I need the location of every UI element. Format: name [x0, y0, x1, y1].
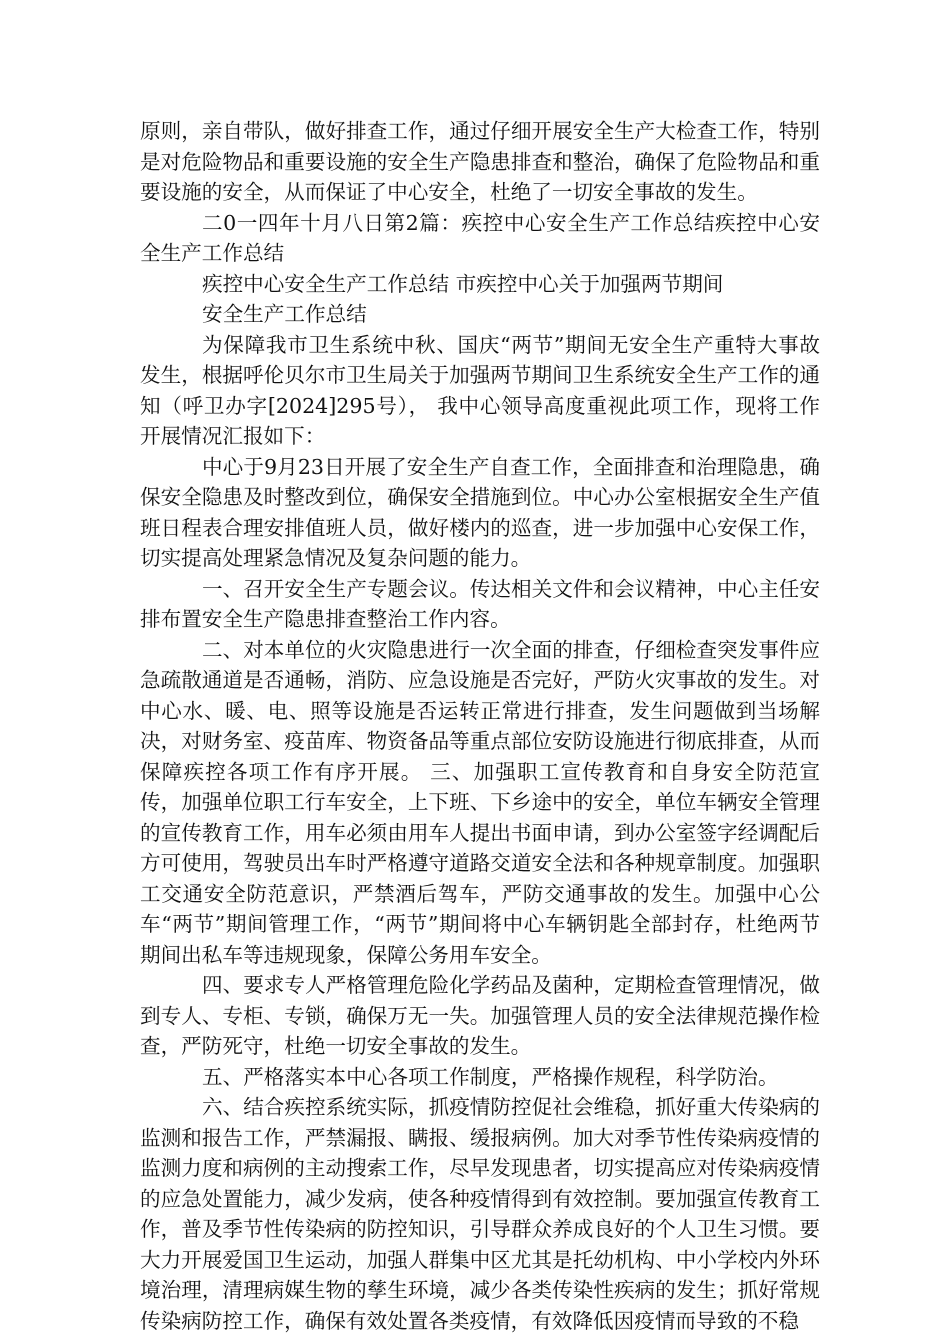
paragraph-item-4: 四、要求专人严格管理危险化学药品及菌种，定期检查管理情况，做到专人、专柜、专锁，确保万无一失。加强管理人员的安全法律规范操作检查，严防死守，杜绝一切安全事故的发生。 — [140, 973, 820, 1058]
paragraph-date-and-title: 二0一四年十月八日第2篇：疾控中心安全生产工作总结疾控中心安全生产工作总结 — [140, 210, 820, 265]
paragraph-item-1: 一、召开安全生产专题会议。传达相关文件和会议精神，中心主任安排布置安全生产隐患排查整治工作内容。 — [140, 576, 820, 631]
document-body — [140, 116, 820, 1336]
report-title-line-1: 疾控中心安全生产工作总结 市疾控中心关于加强两节期间 — [202, 271, 724, 296]
paragraph-item-2-3: 二、对本单位的火灾隐患进行一次全面的排查，仔细检查突发事件应急疏散通道是否通畅，消防、应急设施是否完好，严防火灾事故的发生。对中心水、暖、电、照等设施是否运转正常进行排查，发生问题做到当场解决，对财务室、疫苗库、物资备品等重点部位安防设施进行彻底排查，从而保障疾控各项工作有序开展。 三、加强职工宣传教育和自身安全防范宣传，加强单位职工行车安全，上下班、下乡途中的安全，单位车辆安全管理的宣传教育工作，用车必须由用车人提出书面申请，到办公室签字经调配后方可使用，驾驶员出车时严格遵守道路交道安全法和各种规章制度。加强职工交通安全防范意识，严禁酒后驾车，严防交通事故的发生。加强中心公车“两节”期间管理工作，“两节”期间将中心车辆钥匙全部封存，杜绝两节期间出私车等违规现象，保障公务用车安全。 — [140, 637, 821, 967]
paragraph-self-inspection: 中心于9月23日开展了安全生产自查工作，全面排查和治理隐患，确保安全隐患及时整改到位，确保安全措施到位。中心办公室根据安全生产值班日程表合理安排值班人员，做好楼内的巡查，进一步加强中心安保工作，切实提高处理紧急情况及复杂问题的能力。 — [140, 454, 820, 570]
paragraph-item-6: 六、结合疾控系统实际，抓疫情防控促社会维稳，抓好重大传染病的监测和报告工作，严禁漏报、瞒报、缓报病例。加大对季节性传染病疫情的监测力度和病例的主动搜索工作，尽早发现患者，切实提高应对传染病疫情的应急处置能力，减少发病，使各种疫情得到有效控制。要加强宣传教育工作，普及季节性传染病的防控知识，引导群众养成良好的个人卫生习惯。要大力开展爱国卫生运动，加强人群集中区尤其是托幼机构、中小学校内外环境治理，清理病媒生物的孳生环境，减少各类传染性疾病的发生；抓好常规传染病防控工作，确保有效处置各类疫情，有效降低因疫情而导致的不稳 — [140, 1095, 820, 1333]
paragraph-intro: 为保障我市卫生系统中秋、国庆“两节”期间无安全生产重特大事故发生，根据呼伦贝尔市卫生局关于加强两节期间卫生系统安全生产工作的通知（呼卫办字[2024]295号）， 我中心领导高度重视此项工作，现将工作开展情况汇报如下： — [140, 332, 820, 448]
report-title-line-2: 安全生产工作总结 — [202, 302, 367, 326]
paragraph-item-5: 五、严格落实本中心各项工作制度，严格操作规程，科学防治。 — [202, 1064, 779, 1089]
paragraph-continuation: 原则，亲自带队，做好排查工作，通过仔细开展安全生产大检查工作，特别是对危险物品和重要设施的安全生产隐患排查和整治，确保了危险物品和重要设施的安全，从而保证了中心安全，杜绝了一切安全事故的发生。 — [140, 119, 820, 204]
